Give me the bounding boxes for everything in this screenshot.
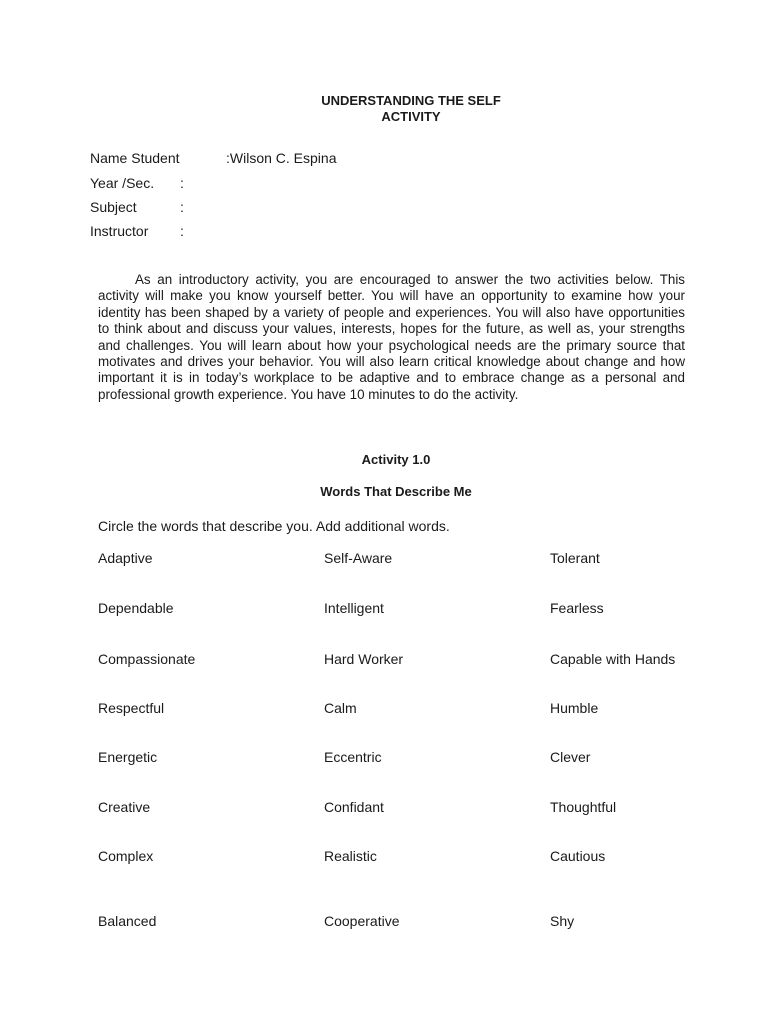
- word-item: Respectful: [98, 700, 165, 716]
- word-item: Eccentric: [324, 749, 382, 765]
- word-item: Compassionate: [98, 651, 196, 667]
- intro-paragraph: As an introductory activity, you are encouraged to answer the two activities below. This activity will make you know yourself better. You will have an opportunity to examine how your identity has been shaped by a variety of people and experiences. You will also have opportunities to think about and discuss your values, interests, hopes for the future, as well as, your strengths and challenges. You will learn about how your psychological needs are the primary source that motivates and drives your behavior. You will also learn critical knowledge about change and how important it is in today’s workplace to be adaptive and to embrace change as a personal and professional growth experience. You have 10 minutes to do the activity.: [98, 272, 685, 402]
- instructor-separator: :: [180, 223, 184, 239]
- subject-separator: :: [180, 199, 184, 215]
- document-title: UNDERSTANDING THE SELF: [321, 93, 501, 108]
- activity-instruction: Circle the words that describe you. Add additional words.: [98, 518, 450, 534]
- word-item: Realistic: [324, 848, 377, 864]
- words-grid: [98, 0, 718, 1024]
- activity-title: Activity 1.0: [361, 452, 431, 467]
- word-item: Complex: [98, 848, 154, 864]
- name-value: :Wilson C. Espina: [226, 150, 337, 166]
- word-item: Fearless: [550, 600, 604, 616]
- activity-subtitle: Words That Describe Me: [320, 484, 472, 499]
- document-subtitle: ACTIVITY: [381, 109, 441, 124]
- word-item: Clever: [550, 749, 591, 765]
- word-item: Humble: [550, 700, 599, 716]
- word-item: Cautious: [550, 848, 606, 864]
- word-item: Adaptive: [98, 550, 153, 566]
- word-item: Calm: [324, 700, 357, 716]
- instructor-label: Instructor: [90, 223, 149, 239]
- word-item: Dependable: [98, 600, 174, 616]
- word-item: Tolerant: [550, 550, 600, 566]
- subject-label: Subject: [90, 199, 137, 215]
- word-item: Intelligent: [324, 600, 384, 616]
- year-label: Year /Sec.: [90, 175, 155, 191]
- word-item: Creative: [98, 799, 151, 815]
- word-item: Confidant: [324, 799, 384, 815]
- word-item: Balanced: [98, 913, 157, 929]
- word-item: Hard Worker: [324, 651, 404, 667]
- word-item: Self-Aware: [324, 550, 393, 566]
- word-item: Thoughtful: [550, 799, 617, 815]
- word-item: Cooperative: [324, 913, 400, 929]
- word-item: Energetic: [98, 749, 158, 765]
- word-item: Capable with Hands: [550, 651, 676, 667]
- word-item: Shy: [550, 913, 575, 929]
- name-label: Name Student: [90, 150, 180, 166]
- year-separator: :: [180, 175, 184, 191]
